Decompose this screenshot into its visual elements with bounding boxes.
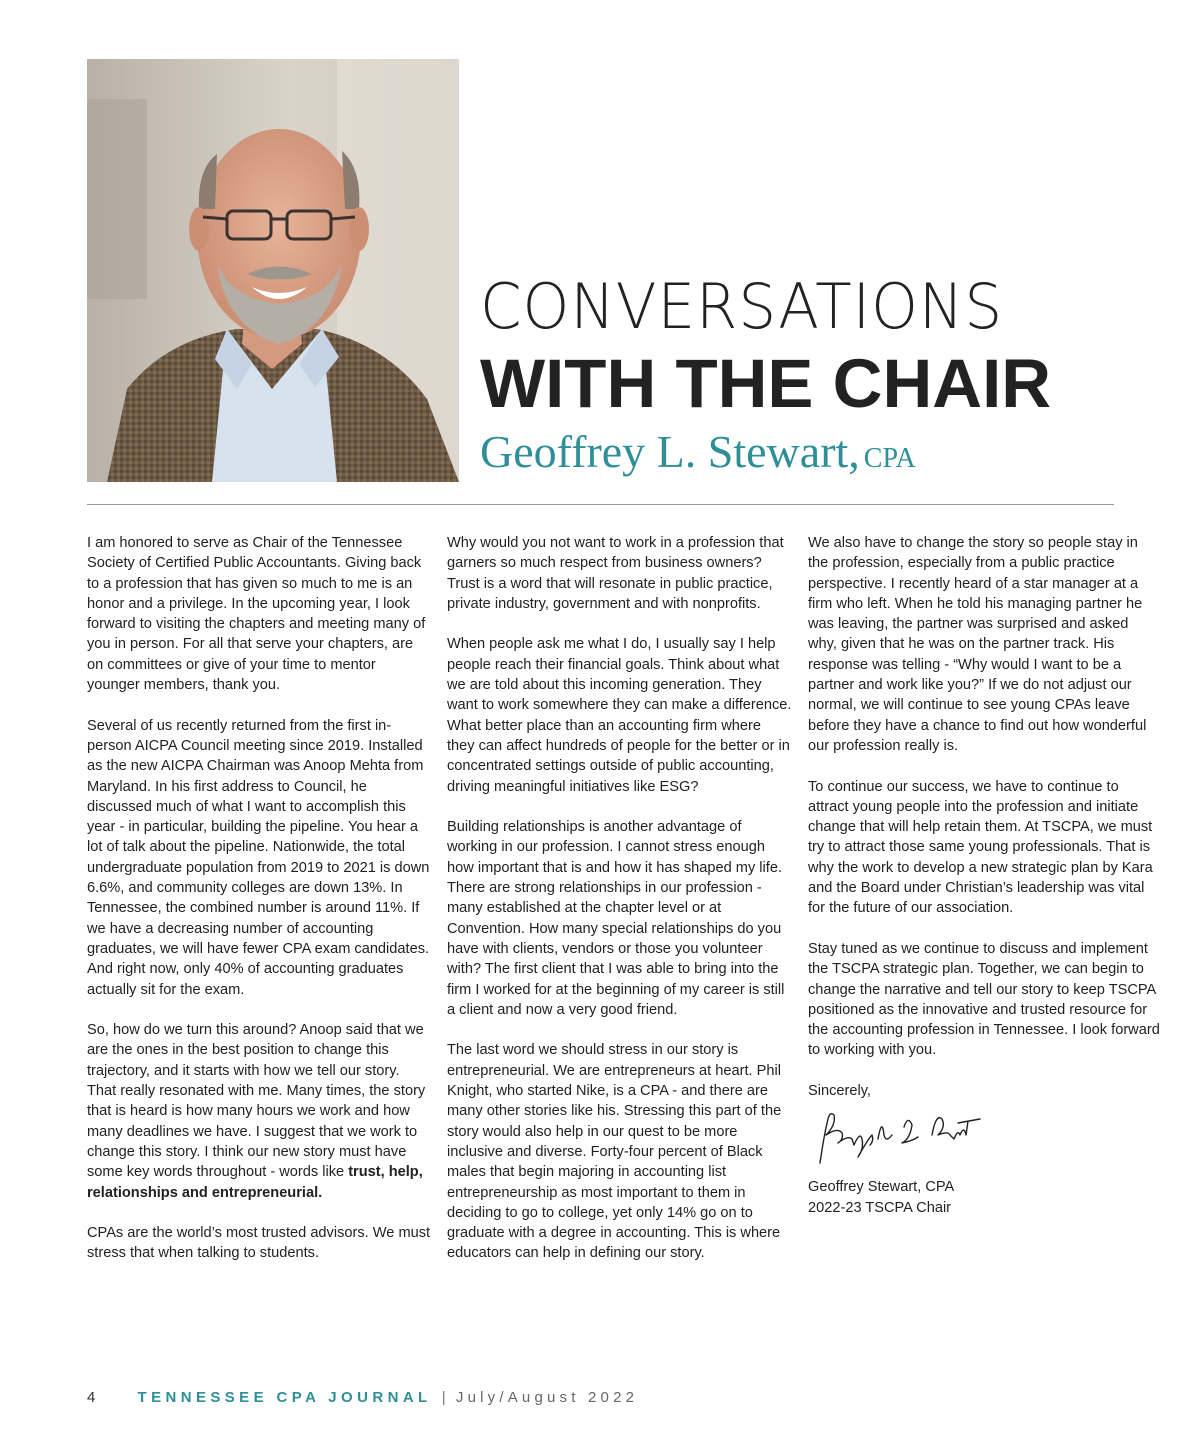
article-column-1	[87, 533, 432, 1284]
page-footer	[87, 1389, 638, 1406]
paragraph: CPAs are the world’s most trusted advisors. We must stress that when talking to students.	[87, 1225, 431, 1262]
paragraph: Why would you not want to work in a profession that garners so much respect from business owners? Trust is a word that will resonate in public practice, private industry, government and with nonprofits.	[447, 535, 784, 612]
article-column-3	[808, 533, 1160, 1218]
signer-name: Geoffrey Stewart, CPA	[808, 1179, 955, 1196]
paragraph: Building relationships is another advantage of working in our profession. I cannot stress enough how important that is and how it has shaped my life. There are strong relationships in our profession - many established at the chapter level or at Convention. How many special relationships do you have with clients, vendors or those you volunteer with? The first client that I was able to bring into the firm I worked for at the beginning of my career is still a client and now a very good friend.	[447, 819, 785, 1018]
paragraph	[87, 1020, 432, 1203]
author-credential: CPA	[863, 443, 916, 474]
handwritten-signature	[808, 1105, 988, 1171]
key-words-bold: trust, help, relationships and entrepreneurial.	[87, 1164, 423, 1201]
publication-name: TENNESSEE CPA JOURNAL	[137, 1389, 432, 1406]
paragraph: I am honored to serve as Chair of the Tennessee Society of Certified Public Accountants. Giving back to a profession that has given so much to me is an honor and a privilege. In the upcoming year, I look forward to visiting the chapters and meeting many of you in person. For all that serve your chapters, are on committees or give of your time to mentor younger members, thank you.	[87, 535, 426, 694]
paragraph: Stay tuned as we continue to discuss and implement the TSCPA strategic plan. Together, we can begin to change the narrative and tell our story to keep TSCPA positioned as the innovative and trusted resource for the accounting profession in Tennessee. I look forward to working with you.	[808, 940, 1160, 1059]
paragraph: The last word we should stress in our story is entrepreneurial. We are entrepreneurs at heart. Phil Knight, who started Nike, is a CPA - and there are many other stories like his. Stressing this part of the story would also help in our quest to be more inclusive and diverse. Forty-four percent of Black males that begin majoring in accounting list entrepreneurship as most important to them in deciding to go to college, yet only 14% go on to graduate with a degree in accounting. This is where educators can help in defining our story.	[447, 1042, 782, 1262]
author-name: Geoffrey L. Stewart,	[480, 426, 860, 477]
title-block	[480, 268, 1160, 489]
title-line-1: CONVERSATIONS	[480, 270, 1004, 343]
paragraph: We also have to change the story so people stay in the profession, especially from a public practice perspective. I recently heard of a star manager at a firm who left. When he told his managing partner he was leaving, the partner was surprised and asked why, given that he was on the partner track. His response was telling - “Why would I want to be a partner and work like you?” If we do not adjust our normal, we will continue to see young CPAs leave before they have a chance to find out how wonderful our profession really is.	[808, 535, 1147, 754]
portrait-photo	[87, 59, 459, 482]
paragraph: Several of us recently returned from the first in-person AICPA Council meeting since 2019. Installed as the new AICPA Chairman was Anoop Mehta from Maryland. In his first address to Council, he discussed much of what I want to accomplish this year - in particular, building the pipeline. You hear a lot of talk about the pipeline. Nationwide, the total undergraduate population from 2019 to 2021 is down 6.6%, and community colleges are down 13%. In Tennessee, the combined number is around 11%. If we have a decreasing number of accounting graduates, we will have fewer CPA exam candidates. And right now, only 40% of accounting graduates actually sit for the exam.	[87, 717, 430, 998]
issue-date: July/August 2022	[455, 1389, 639, 1406]
footer-separator: |	[441, 1389, 446, 1406]
header-divider	[87, 504, 1114, 505]
article-column-2	[447, 533, 792, 1284]
title-line-2: WITH THE CHAIR	[480, 345, 1052, 422]
closing: Sincerely,	[808, 1083, 871, 1100]
paragraph-text: So, how do we turn this around? Anoop said that we are the ones in the best position to change this trajectory, and it starts with how we tell our story. That really resonated with me. Many times, the story that is heard is how many hours we work and how many deadlines we have. I suggest that we work to change this story. I think our new story must have some key words throughout - words like	[87, 1022, 426, 1181]
paragraph: When people ask me what I do, I usually say I help people reach their financial goals. Think about what we are told about this incoming generation. They want to work somewhere they can make a difference. What better place than an accounting firm where they can affect hundreds of people for the better or in concentrated settings outside of public accounting, driving meaningful initiatives like ESG?	[447, 636, 792, 795]
page-number: 4	[87, 1389, 96, 1406]
author-byline	[480, 426, 1160, 489]
paragraph: To continue our success, we have to continue to attract young people into the profession and initiate change that will help retain them. At TSCPA, we must try to attract those same young professionals. That is why the work to develop a new strategic plan by Kara and the Board under Christian’s leadership was vital for the future of our association.	[808, 778, 1153, 917]
signer-title: 2022-23 TSCPA Chair	[808, 1199, 952, 1216]
